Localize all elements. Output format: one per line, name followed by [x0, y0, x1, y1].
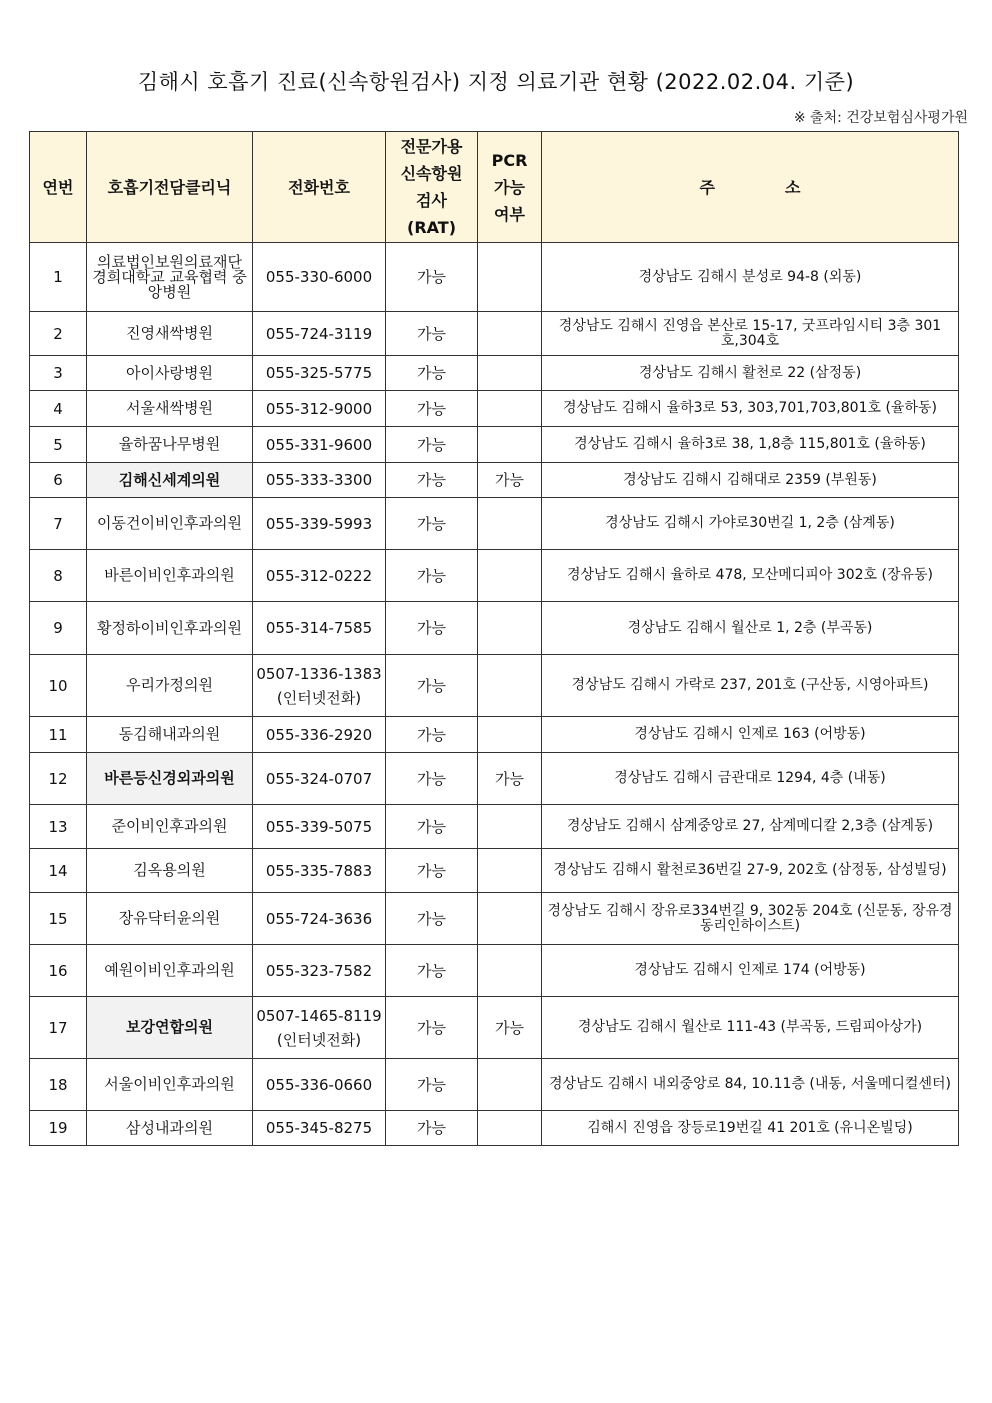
- phone-number: [253, 717, 386, 753]
- phone-line: 055-336-2920: [265, 725, 373, 744]
- clinic-name: 동김해내과의원: [87, 717, 253, 753]
- header-address: [542, 132, 959, 243]
- row-number: 9: [30, 602, 87, 655]
- address: 경상남도 김해시 율하로 478, 모산메디피아 302호 (장유동): [542, 550, 959, 602]
- rat-status: 가능: [386, 717, 478, 753]
- table-row: [30, 1059, 959, 1111]
- table-row: [30, 753, 959, 805]
- table-row: [30, 717, 959, 753]
- header-pcr-line: PCR: [491, 150, 528, 170]
- header-rat-line: 검사: [416, 191, 447, 210]
- rat-status: 가능: [386, 1111, 478, 1146]
- clinic-name: 장유닥터윤의원: [87, 893, 253, 945]
- pcr-status: 가능: [478, 463, 542, 498]
- phone-line: 055-312-0222: [265, 566, 373, 585]
- phone-number: [253, 243, 386, 312]
- phone-number: [253, 655, 386, 717]
- phone-line: 055-331-9600: [265, 435, 373, 454]
- rat-status: 가능: [386, 655, 478, 717]
- pcr-status: [478, 356, 542, 391]
- row-number: 3: [30, 356, 87, 391]
- header-rat: [386, 132, 478, 243]
- row-number: 13: [30, 805, 87, 849]
- address: 경상남도 김해시 활천로36번길 27-9, 202호 (삼정동, 삼성빌딩): [542, 849, 959, 893]
- header-pcr-line: 가능: [494, 177, 525, 197]
- address: 경상남도 김해시 장유로334번길 9, 302동 204호 (신문동, 장유경동리인하이스트): [542, 893, 959, 945]
- clinic-name: 바른이비인후과의원: [87, 550, 253, 602]
- phone-number: [253, 602, 386, 655]
- table-row: [30, 1111, 959, 1146]
- address: 경상남도 김해시 가야로30번길 1, 2층 (삼계동): [542, 498, 959, 550]
- address: 경상남도 김해시 금관대로 1294, 4층 (내동): [542, 753, 959, 805]
- header-no: 연번: [30, 132, 87, 243]
- phone-line: 0507-1336-1383: [256, 664, 382, 683]
- phone-line: 055-336-0660: [265, 1075, 373, 1094]
- address: 경상남도 김해시 분성로 94-8 (외동): [542, 243, 959, 312]
- table-row: [30, 243, 959, 312]
- rat-status: 가능: [386, 893, 478, 945]
- header-pcr-line: 여부: [494, 204, 525, 224]
- rat-status: 가능: [386, 312, 478, 356]
- phone-number: [253, 997, 386, 1059]
- rat-status: 가능: [386, 945, 478, 997]
- table-row: [30, 427, 959, 463]
- rat-status: 가능: [386, 356, 478, 391]
- pcr-status: [478, 655, 542, 717]
- rat-status: 가능: [386, 997, 478, 1059]
- row-number: 15: [30, 893, 87, 945]
- phone-number: [253, 893, 386, 945]
- pcr-status: [478, 893, 542, 945]
- row-number: 14: [30, 849, 87, 893]
- phone-number: [253, 1111, 386, 1146]
- phone-line: 055-335-7883: [265, 861, 373, 880]
- clinic-table: [29, 131, 959, 1146]
- phone-line: 055-324-0707: [265, 769, 373, 788]
- header-pcr: [478, 132, 542, 243]
- pcr-status: [478, 717, 542, 753]
- address: 경상남도 김해시 내외중앙로 84, 10.11층 (내동, 서울메디컬센터): [542, 1059, 959, 1111]
- phone-number: [253, 498, 386, 550]
- pcr-status: [478, 243, 542, 312]
- phone-number: [253, 805, 386, 849]
- row-number: 11: [30, 717, 87, 753]
- rat-status: 가능: [386, 849, 478, 893]
- row-number: 12: [30, 753, 87, 805]
- phone-line: 055-724-3119: [265, 324, 373, 343]
- row-number: 8: [30, 550, 87, 602]
- clinic-name: 의료법인보원의료재단 경희대학교 교육협력 중앙병원: [87, 243, 253, 312]
- address: 경상남도 김해시 월산로 1, 2층 (부곡동): [542, 602, 959, 655]
- phone-line: 055-330-6000: [265, 268, 373, 286]
- row-number: 17: [30, 997, 87, 1059]
- phone-number: [253, 1059, 386, 1111]
- header-rat-line: 전문가용: [400, 137, 463, 156]
- phone-line: 0507-1465-8119: [256, 1006, 382, 1025]
- address: 경상남도 김해시 활천로 22 (삼정동): [542, 356, 959, 391]
- clinic-name: 바른등신경외과의원: [87, 753, 253, 805]
- clinic-name: 이동건이비인후과의원: [87, 498, 253, 550]
- phone-number: [253, 427, 386, 463]
- phone-number: [253, 312, 386, 356]
- table-row: [30, 356, 959, 391]
- clinic-name: 삼성내과의원: [87, 1111, 253, 1146]
- phone-note: (인터넷전화): [276, 688, 362, 707]
- pcr-status: [478, 849, 542, 893]
- row-number: 10: [30, 655, 87, 717]
- address: 경상남도 김해시 진영읍 본산로 15-17, 굿프라임시티 3층 301호,304호: [542, 312, 959, 356]
- phone-number: [253, 463, 386, 498]
- table-row: [30, 849, 959, 893]
- table-row: [30, 805, 959, 849]
- phone-number: [253, 550, 386, 602]
- phone-number: [253, 391, 386, 427]
- row-number: 5: [30, 427, 87, 463]
- clinic-name: 서울이비인후과의원: [87, 1059, 253, 1111]
- pcr-status: [478, 1111, 542, 1146]
- row-number: 2: [30, 312, 87, 356]
- row-number: 1: [30, 243, 87, 312]
- header-address-char: 주: [699, 177, 715, 197]
- address: 경상남도 김해시 인제로 174 (어방동): [542, 945, 959, 997]
- header-phone: 전화번호: [253, 132, 386, 243]
- header-rat-line: (RAT): [407, 218, 456, 237]
- rat-status: 가능: [386, 1059, 478, 1111]
- table-row: [30, 893, 959, 945]
- rat-status: 가능: [386, 243, 478, 312]
- table-row: [30, 602, 959, 655]
- pcr-status: [478, 312, 542, 356]
- phone-number: [253, 945, 386, 997]
- address: 경상남도 김해시 월산로 111-43 (부곡동, 드림피아상가): [542, 997, 959, 1059]
- address: 경상남도 김해시 인제로 163 (어방동): [542, 717, 959, 753]
- clinic-name: 아이사랑병원: [87, 356, 253, 391]
- clinic-name: 율하꿈나무병원: [87, 427, 253, 463]
- pcr-status: [478, 498, 542, 550]
- address: 경상남도 김해시 김해대로 2359 (부원동): [542, 463, 959, 498]
- rat-status: 가능: [386, 463, 478, 498]
- pcr-status: 가능: [478, 753, 542, 805]
- phone-line: 055-314-7585: [265, 619, 373, 637]
- pcr-status: [478, 427, 542, 463]
- phone-line: 055-339-5993: [265, 514, 373, 533]
- header-address-char: 소: [785, 177, 801, 197]
- rat-status: 가능: [386, 498, 478, 550]
- table-row: [30, 312, 959, 356]
- header-clinic: 호흡기전담클리닉: [87, 132, 253, 243]
- phone-number: [253, 356, 386, 391]
- rat-status: 가능: [386, 427, 478, 463]
- phone-number: [253, 753, 386, 805]
- phone-line: 055-724-3636: [265, 909, 373, 928]
- row-number: 4: [30, 391, 87, 427]
- pcr-status: [478, 805, 542, 849]
- rat-status: 가능: [386, 753, 478, 805]
- pcr-status: [478, 550, 542, 602]
- phone-line: 055-345-8275: [265, 1119, 373, 1137]
- pcr-status: 가능: [478, 997, 542, 1059]
- row-number: 18: [30, 1059, 87, 1111]
- clinic-name: 김옥용의원: [87, 849, 253, 893]
- header-row: [30, 132, 959, 243]
- clinic-name: 서울새싹병원: [87, 391, 253, 427]
- phone-line: 055-312-9000: [265, 399, 373, 418]
- clinic-name: 진영새싹병원: [87, 312, 253, 356]
- rat-status: 가능: [386, 805, 478, 849]
- pcr-status: [478, 945, 542, 997]
- phone-number: [253, 849, 386, 893]
- source-note: ※ 출처: 건강보험심사평가원: [793, 110, 968, 126]
- phone-note: (인터넷전화): [276, 1030, 362, 1049]
- address: 경상남도 김해시 삼계중앙로 27, 삼계메디칼 2,3층 (삼계동): [542, 805, 959, 849]
- clinic-name: 우리가정의원: [87, 655, 253, 717]
- rat-status: 가능: [386, 391, 478, 427]
- phone-line: 055-333-3300: [265, 471, 373, 489]
- page-title: 김해시 호흡기 진료(신속항원검사) 지정 의료기관 현황 (2022.02.04. 기준): [137, 70, 855, 94]
- pcr-status: [478, 1059, 542, 1111]
- address: 경상남도 김해시 율하3로 53, 303,701,703,801호 (율하동): [542, 391, 959, 427]
- table-row: [30, 498, 959, 550]
- row-number: 16: [30, 945, 87, 997]
- table-row: [30, 391, 959, 427]
- row-number: 7: [30, 498, 87, 550]
- row-number: 19: [30, 1111, 87, 1146]
- clinic-name: 보강연합의원: [87, 997, 253, 1059]
- address: 김해시 진영읍 장등로19번길 41 201호 (유니온빌딩): [542, 1111, 959, 1146]
- clinic-name: 예원이비인후과의원: [87, 945, 253, 997]
- pcr-status: [478, 391, 542, 427]
- address: 경상남도 김해시 율하3로 38, 1,8층 115,801호 (율하동): [542, 427, 959, 463]
- table-row: [30, 945, 959, 997]
- table-row: [30, 655, 959, 717]
- phone-line: 055-325-5775: [265, 364, 373, 382]
- phone-line: 055-339-5075: [265, 817, 373, 836]
- table-row: [30, 550, 959, 602]
- address: 경상남도 김해시 가락로 237, 201호 (구산동, 시영아파트): [542, 655, 959, 717]
- table-row: [30, 463, 959, 498]
- rat-status: 가능: [386, 550, 478, 602]
- clinic-name: 준이비인후과의원: [87, 805, 253, 849]
- clinic-name: 황정하이비인후과의원: [87, 602, 253, 655]
- row-number: 6: [30, 463, 87, 498]
- clinic-name: 김해신세계의원: [87, 463, 253, 498]
- header-rat-line: 신속항원: [400, 164, 463, 183]
- rat-status: 가능: [386, 602, 478, 655]
- pcr-status: [478, 602, 542, 655]
- phone-line: 055-323-7582: [265, 961, 373, 980]
- table-row: [30, 997, 959, 1059]
